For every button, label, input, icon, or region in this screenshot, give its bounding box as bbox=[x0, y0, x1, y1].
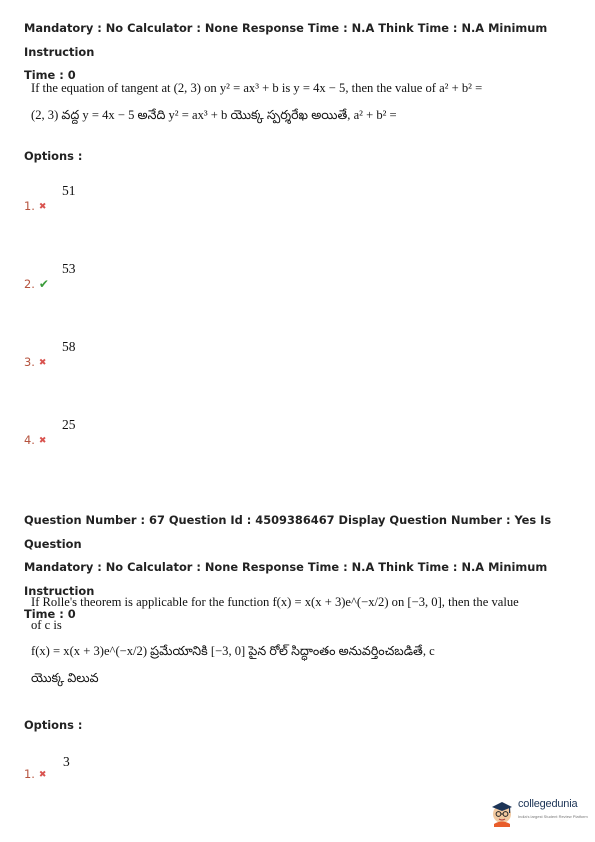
option-index: 1. bbox=[24, 199, 35, 213]
option-value: 3 bbox=[63, 754, 70, 769]
question-67-text bbox=[31, 589, 571, 692]
meta-line: Time : 0 bbox=[24, 607, 76, 621]
options-heading: Options : bbox=[24, 149, 83, 163]
checkmark-icon: ✔ bbox=[38, 277, 49, 291]
option-number bbox=[24, 433, 46, 447]
question-text-english: of c is bbox=[31, 618, 62, 632]
meta-line: Time : 0 bbox=[24, 68, 76, 82]
option-value: 58 bbox=[62, 339, 76, 354]
option-number bbox=[24, 277, 49, 291]
cross-icon: ✖ bbox=[38, 358, 47, 368]
question-text-telugu: (2, 3) వద్ద y = 4x − 5 అనేది y² = ax³ + b యొక్క స్పర్శరేఖ అయితే, a² + b² = bbox=[31, 108, 397, 122]
option-value: 25 bbox=[62, 417, 76, 432]
question-text-telugu: యొక్క విలువ bbox=[31, 671, 99, 685]
brand-name: collegedunia bbox=[518, 798, 578, 810]
question-text-english: If the equation of tangent at (2, 3) on y² = ax³ + b is y = 4x − 5, then the value of a² + b² = bbox=[31, 81, 483, 95]
student-mascot-icon bbox=[487, 797, 517, 827]
brand-tagline: India's largest Student Review Platform bbox=[518, 814, 588, 819]
option-number bbox=[24, 199, 46, 213]
option-value: 51 bbox=[62, 183, 76, 198]
option-index: 1. bbox=[24, 767, 35, 781]
option-index: 4. bbox=[24, 433, 35, 447]
options-heading: Options : bbox=[24, 718, 83, 732]
cross-icon: ✖ bbox=[38, 436, 47, 446]
meta-line: Mandatory : No Calculator : None Response Time : N.A Think Time : N.A Minimum Instruction bbox=[24, 21, 548, 59]
cross-icon: ✖ bbox=[38, 202, 47, 212]
question-text-english: If Rolle's theorem is applicable for the function f(x) = x(x + 3)e^(−x/2) on [−3, 0], then the value bbox=[31, 595, 519, 609]
option-value: 53 bbox=[62, 261, 76, 276]
brand-watermark bbox=[487, 795, 587, 831]
option-index: 3. bbox=[24, 355, 35, 369]
option-number bbox=[24, 355, 46, 369]
option-number bbox=[24, 767, 46, 781]
cross-icon: ✖ bbox=[38, 770, 47, 780]
question-66-text bbox=[31, 75, 571, 129]
question-text-telugu: f(x) = x(x + 3)e^(−x/2) ప్రమేయానికి [−3, 0] పైన రోల్ సిద్ధాంతం అనువర్తించబడితే, c bbox=[31, 644, 435, 658]
meta-line: Question Number : 67 Question Id : 4509386467 Display Question Number : Yes Is Question bbox=[24, 513, 552, 551]
meta-line: Mandatory : No Calculator : None Response Time : N.A Think Time : N.A Minimum Instruction bbox=[24, 560, 548, 598]
option-index: 2. bbox=[24, 277, 35, 291]
